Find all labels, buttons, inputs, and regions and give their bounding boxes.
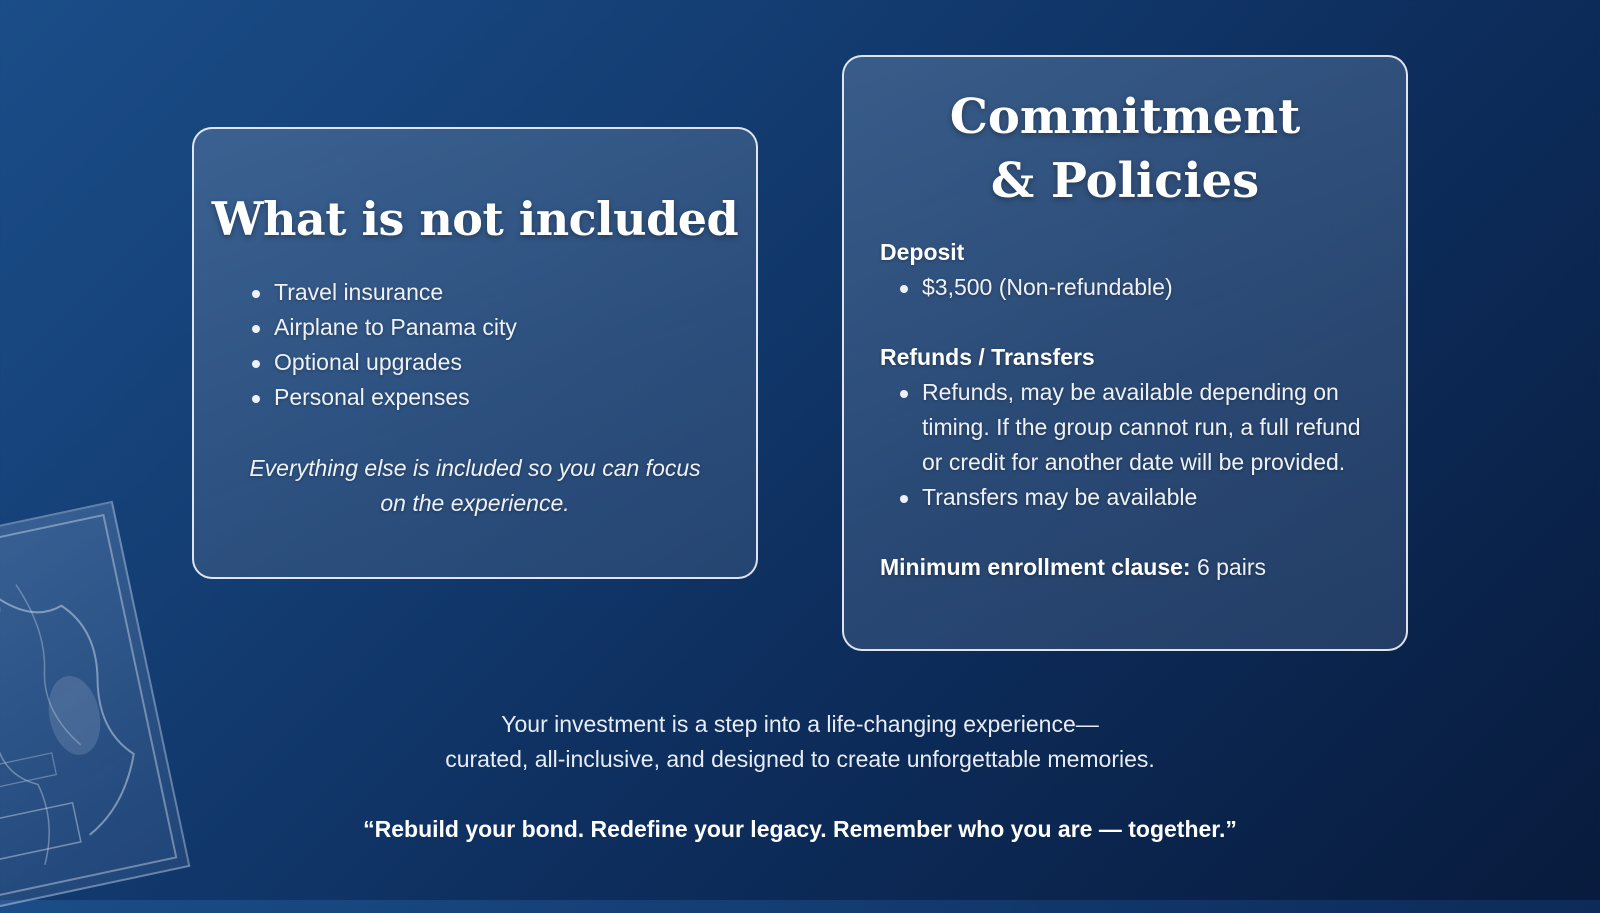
- policies-title-line2: & Policies: [990, 153, 1260, 209]
- investment-statement: [0, 707, 1600, 777]
- list-item: $3,500 (Non-refundable): [894, 270, 1376, 305]
- list-item: Optional upgrades: [246, 345, 517, 380]
- not-included-list: [246, 275, 517, 415]
- policies-title-line1: Commitment: [949, 89, 1301, 145]
- list-item: Travel insurance: [246, 275, 517, 310]
- enrollment-label: Minimum enrollment clause:: [880, 554, 1191, 580]
- included-note: Everything else is included so you can focus on the experience.: [249, 455, 701, 516]
- deposit-list: [894, 270, 1376, 305]
- not-included-title: What is not included: [211, 192, 739, 246]
- policies-card: [842, 55, 1408, 651]
- investment-line-2: curated, all-inclusive, and designed to create unforgettable memories.: [445, 746, 1155, 772]
- deposit-heading: Deposit: [880, 239, 965, 265]
- list-item: Transfers may be available: [894, 480, 1376, 515]
- refunds-list: [894, 375, 1376, 515]
- not-included-card: [192, 127, 758, 579]
- tagline-quote: “Rebuild your bond. Redefine your legacy. Remember who you are — together.”: [363, 816, 1237, 842]
- minimum-enrollment: [880, 550, 1376, 585]
- investment-line-1: Your investment is a step into a life-changing experience—: [501, 711, 1099, 737]
- enrollment-value: 6 pairs: [1190, 554, 1266, 580]
- policies-title: [844, 85, 1406, 213]
- list-item: Refunds, may be available depending on timing. If the group cannot run, a full refund or credit for another date will be provided.: [894, 375, 1376, 480]
- refunds-heading: Refunds / Transfers: [880, 344, 1095, 370]
- list-item: Personal expenses: [246, 380, 517, 415]
- policies-body: [880, 235, 1376, 585]
- list-item: Airplane to Panama city: [246, 310, 517, 345]
